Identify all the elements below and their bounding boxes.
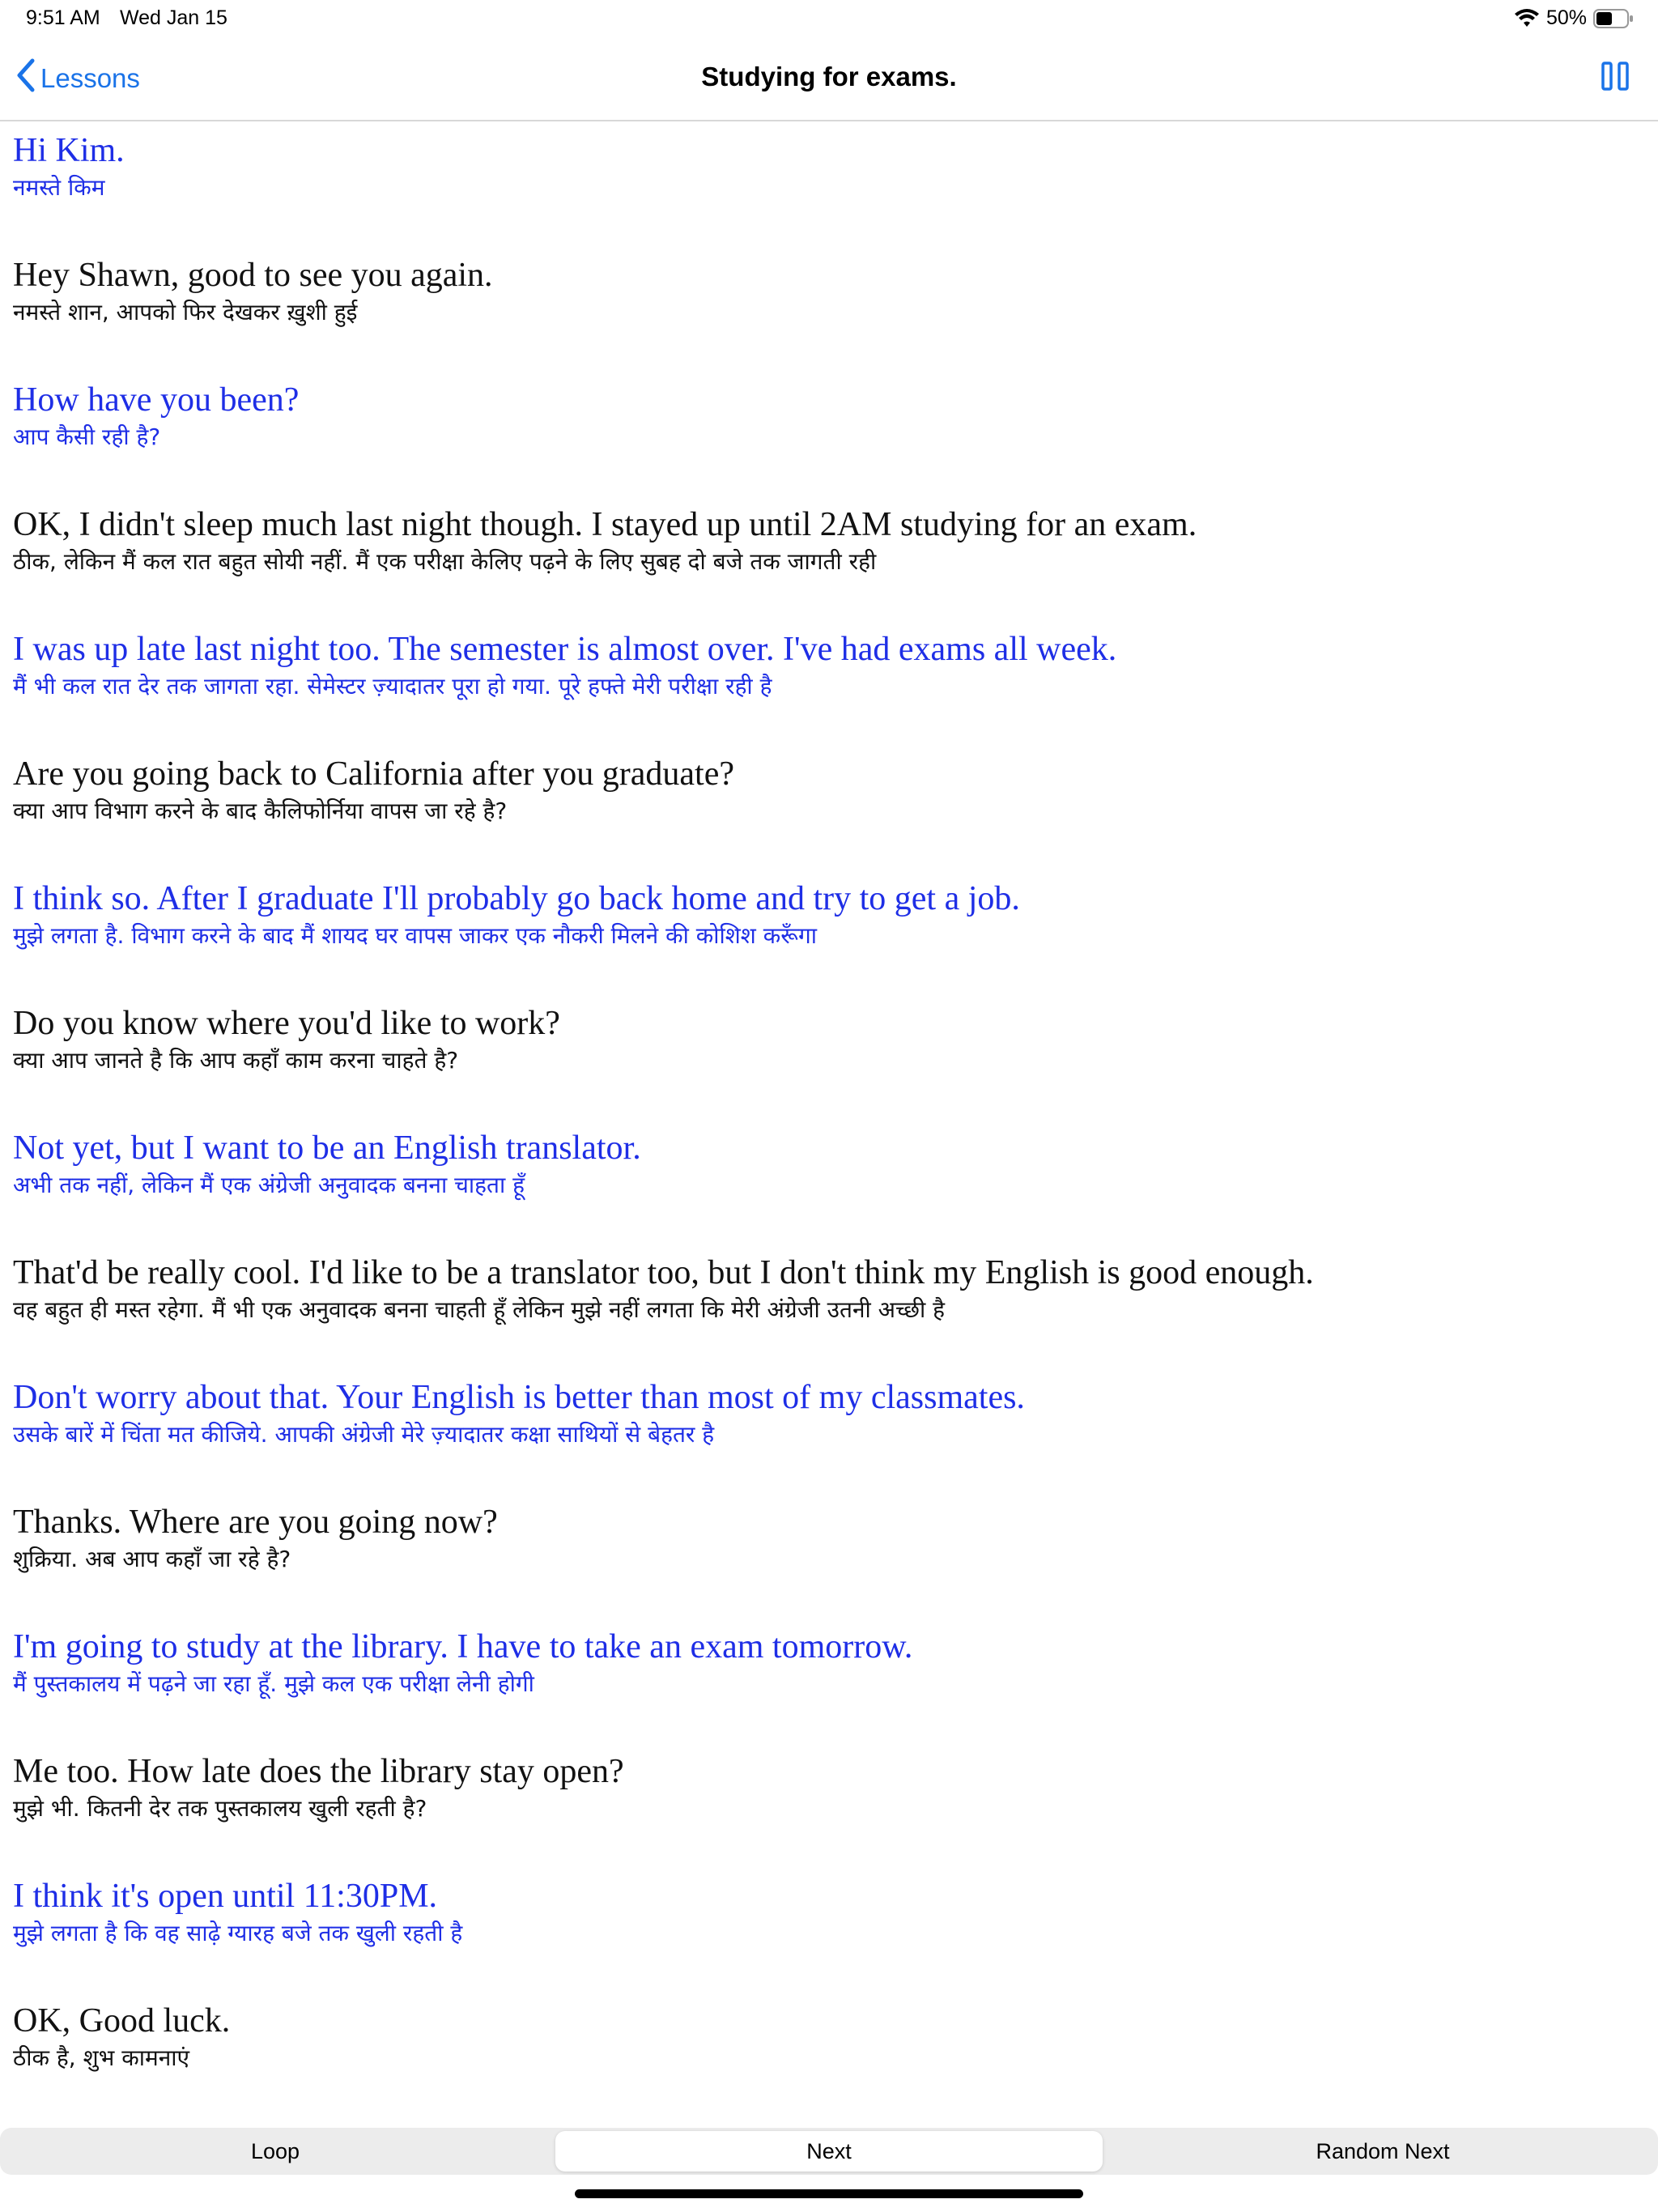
dialogue-line[interactable]: [13, 1127, 1640, 1252]
dialogue-line[interactable]: [13, 254, 1640, 379]
dialogue-line[interactable]: [13, 1376, 1640, 1501]
english-sentence: Don't worry about that. Your English is better than most of my classmates.: [13, 1379, 1025, 1416]
loop-segment[interactable]: Loop: [250, 2138, 300, 2163]
dialogue-line[interactable]: [13, 628, 1640, 753]
hindi-translation: वह बहुत ही मस्त रहेगा. मैं भी एक अनुवादक बनना चाहती हूँ लेकिन मुझे नहीं लगता कि मेरी अंग्रेजी उतनी अच्छी है: [13, 1296, 945, 1323]
english-sentence: Hi Kim.: [13, 132, 125, 169]
dialogue-line[interactable]: [13, 504, 1640, 628]
english-sentence: Are you going back to California after you graduate?: [13, 755, 735, 793]
status-time: 9:51 AM: [26, 6, 100, 29]
page-title: Studying for exams.: [701, 62, 957, 91]
hindi-translation: नमस्ते शान, आपको फिर देखकर ख़ुशी हुई: [13, 299, 358, 325]
dialogue-line[interactable]: [13, 130, 1640, 254]
dialogue-line[interactable]: [13, 1875, 1640, 2000]
hindi-translation: शुक्रिया. अब आप कहाँ जा रहे है?: [13, 1546, 291, 1572]
status-indicators: [1514, 6, 1634, 30]
english-sentence: Me too. How late does the library stay open?: [13, 1753, 624, 1790]
hindi-translation: मुझे भी. कितनी देर तक पुस्तकालय खुली रहती है?: [13, 1795, 427, 1822]
english-sentence: Thanks. Where are you going now?: [13, 1504, 498, 1541]
english-sentence: OK, I didn't sleep much last night though. I stayed up until 2AM studying for an exam.: [13, 506, 1197, 543]
hindi-translation: आप कैसी रही है?: [13, 423, 161, 450]
battery-icon: [1593, 8, 1634, 29]
hindi-translation: मुझे लगता है. विभाग करने के बाद मैं शायद घर वापस जाकर एक नौकरी मिलने की कोशिश करूँगा: [13, 922, 817, 949]
english-sentence: OK, Good luck.: [13, 2002, 231, 2040]
dialogue-line[interactable]: [13, 753, 1640, 878]
hindi-translation: मुझे लगता है कि वह साढ़े ग्यारह बजे तक खुली रहती है: [13, 1920, 463, 1946]
english-sentence: Do you know where you'd like to work?: [13, 1005, 560, 1042]
hindi-translation: मैं भी कल रात देर तक जागता रहा. सेमेस्टर ज़्यादातर पूरा हो गया. पूरे हफ्ते मेरी परीक्षा रही है: [13, 673, 772, 700]
dialogue-line[interactable]: [13, 1750, 1640, 1875]
pause-button[interactable]: [1601, 62, 1629, 95]
pause-icon: [1601, 80, 1629, 94]
hindi-translation: ठीक, लेकिन मैं कल रात बहुत सोयी नहीं. मैं एक परीक्षा केलिए पढ़ने के लिए सुबह दो बजे तक जागती रही: [13, 548, 877, 575]
navigation-bar: [0, 39, 1658, 121]
dialogue-line[interactable]: [13, 379, 1640, 504]
english-sentence: I think so. After I graduate I'll probably go back home and try to get a job.: [13, 880, 1020, 917]
wifi-icon: [1514, 9, 1540, 28]
hindi-translation: उसके बारें में चिंता मत कीजिये. आपकी अंग्रेजी मेरे ज़्यादातर कक्षा साथियों से बेहतर है: [13, 1421, 715, 1448]
hindi-translation: ठीक है, शुभ कामनाएं: [13, 2044, 189, 2071]
dialogue-list: [13, 130, 1640, 2125]
dialogue-line[interactable]: [13, 1501, 1640, 1626]
english-sentence: I think it's open until 11:30PM.: [13, 1878, 438, 1915]
dialogue-line[interactable]: [13, 2000, 1640, 2125]
english-sentence: That'd be really cool. I'd like to be a translator too, but I don't think my English is good enough.: [13, 1254, 1314, 1291]
hindi-translation: नमस्ते किम: [13, 174, 105, 201]
hindi-translation: क्या आप जानते है कि आप कहाँ काम करना चाहते है?: [13, 1047, 459, 1074]
back-label: Lessons: [40, 63, 140, 93]
battery-percent: 50%: [1545, 6, 1587, 29]
dialogue-line[interactable]: [13, 1002, 1640, 1127]
next-segment[interactable]: Next: [555, 2131, 1103, 2172]
english-sentence: How have you been?: [13, 381, 300, 419]
dialogue-line[interactable]: [13, 1626, 1640, 1750]
playback-mode-segmented-control: [0, 2128, 1658, 2175]
english-sentence: Hey Shawn, good to see you again.: [13, 257, 493, 294]
dialogue-line[interactable]: [13, 1252, 1640, 1376]
status-bar: [0, 0, 1658, 39]
dialogue-line[interactable]: [13, 878, 1640, 1002]
hindi-translation: मैं पुस्तकालय में पढ़ने जा रहा हूँ. मुझे कल एक परीक्षा लेनी होगी: [13, 1670, 534, 1697]
hindi-translation: क्या आप विभाग करने के बाद कैलिफोर्निया वापस जा रहे है?: [13, 798, 508, 824]
english-sentence: I'm going to study at the library. I have to take an exam tomorrow.: [13, 1628, 913, 1665]
status-date: Wed Jan 15: [120, 6, 227, 29]
english-sentence: Not yet, but I want to be an English translator.: [13, 1129, 641, 1167]
random-next-segment[interactable]: Random Next: [1316, 2138, 1450, 2163]
hindi-translation: अभी तक नहीं, लेकिन मैं एक अंग्रेजी अनुवादक बनना चाहता हूँ: [13, 1172, 525, 1198]
home-indicator[interactable]: [575, 2189, 1083, 2198]
english-sentence: I was up late last night too. The semester is almost over. I've had exams all week.: [13, 631, 1117, 668]
